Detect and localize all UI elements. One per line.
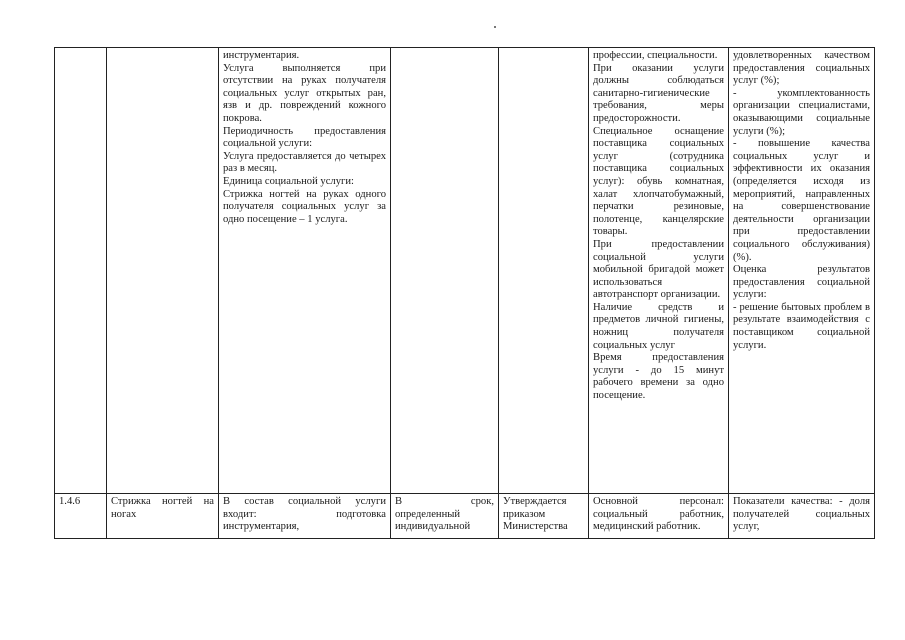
indicators-paragraph: - повышение качества социальных услуг и эффективности их оказания (определяется исходя из мероприятий, направленных на совершенствование деятельности организации при предоставлении социального обслуживания) (%).	[733, 138, 870, 263]
conditions-paragraph: Время предоставления услуги - до 15 минут рабочего времени за одно посещение.	[593, 352, 724, 402]
service-tariff: Утверждается приказом Министерства	[503, 496, 568, 533]
service-name: Стрижка ногтей на ногах	[111, 496, 214, 520]
service-conditions: Основной персонал: социальный работник, медицинский работник.	[593, 496, 724, 533]
table-row-1-4-6	[55, 494, 875, 539]
cell-indicators	[729, 494, 875, 539]
cell-term	[391, 494, 499, 539]
page-mark	[494, 26, 496, 28]
cell-number	[55, 494, 107, 539]
cell-description	[219, 494, 391, 539]
service-number: 1.4.6	[59, 496, 81, 507]
indicators-paragraph: - решение бытовых проблем в результате взаимодействия с поставщиком социальной услуги.	[733, 301, 870, 351]
conditions-paragraph: Специальное оснащение поставщика социальных услуг (сотрудника поставщика социальных услуг): обувь комнатная, халат хлопчатобумажный, перчатки резиновые, полотенце, канцелярские товары.	[593, 125, 724, 238]
cell-conditions	[589, 48, 729, 494]
conditions-paragraph: При оказании услуги должны соблюдаться санитарно-гигиенические требования, меры предосторожности.	[593, 62, 724, 124]
cell-indicators	[729, 48, 875, 494]
service-indicators: Показатели качества: - доля получателей социальных услуг,	[733, 496, 870, 533]
cell-tariff	[499, 494, 589, 539]
cell-number	[55, 48, 107, 494]
description-line: Услуга предоставляется до четырех раз в месяц.	[223, 150, 386, 175]
cell-conditions	[589, 494, 729, 539]
description-line: Услуга выполняется при отсутствии на руках получателя социальных услуг открытых ран, язв и др. повреждений кожного покрова.	[223, 62, 386, 124]
cell-name	[107, 48, 219, 494]
cell-tariff	[499, 48, 589, 494]
cell-description	[219, 48, 391, 494]
service-term: В срок, определенный индивидуальной	[395, 496, 494, 533]
cell-term	[391, 48, 499, 494]
indicators-paragraph: Оценка результатов предоставления социальной услуги:	[733, 264, 870, 301]
description-line: Периодичность предоставления социальной услуги:	[223, 125, 386, 150]
indicators-paragraph: удовлетворенных качеством предоставления социальных услуг (%);	[733, 50, 870, 87]
conditions-paragraph: профессии, специальности.	[593, 50, 718, 61]
description-line: Единица социальной услуги:	[223, 175, 354, 187]
indicators-paragraph: - укомплектованность организации специалистами, оказывающими социальные услуги (%);	[733, 87, 870, 137]
service-description: В состав социальной услуги входит: подготовка инструментария,	[223, 496, 386, 533]
description-line: инструментария.	[223, 50, 300, 61]
services-table	[54, 47, 875, 539]
conditions-paragraph: Наличие средств и предметов личной гигиены, ножниц получателя социальных услуг	[593, 301, 724, 351]
table-row-continued	[55, 48, 875, 494]
conditions-paragraph: При предоставлении социальной услуги мобильной бригадой может использоваться автотранспорт организации.	[593, 238, 724, 301]
description-line: Стрижка ногтей на руках одного получателя социальных услуг за одно посещение – 1 услуга.	[223, 188, 386, 225]
cell-name	[107, 494, 219, 539]
